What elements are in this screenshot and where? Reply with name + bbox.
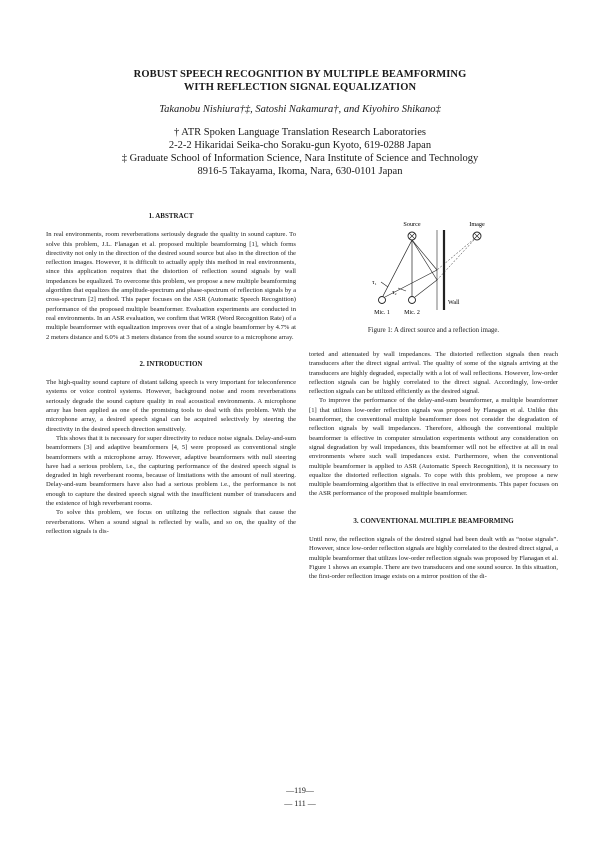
title-line-1: ROBUST SPEECH RECOGNITION BY MULTIPLE BEAMFORMING	[133, 69, 467, 80]
label-tau-2: τ₂	[392, 289, 397, 296]
page-number-secondary: — 111 —	[284, 799, 316, 808]
affiliation-line: ‡ Graduate School of Information Science, Nara Institute of Science and Technology	[121, 153, 479, 164]
abstract-paragraph: In real environments, room reverberations seriously degrade the quality in sound capture. To solve this problem, J.L. Flanagan et al. proposed multiple beamforming [1], which forms directivity not only in the direction of the desired sound source but also in the direction of the reflection images. However, it is difficult to actually apply this method in real environments, since this application requires that the distortion of reflection sound signals by wall impedances be equalized. To overcome this problem, we propose a new multiple beamforming algorithm that equalizes the amplitude-spectrum and phase-spectrum of reflection signals by a cross-spectrum [2] method. This paper focuses on the ASR (Automatic Speech Recognition) performance of the proposed multiple beamformer. Evaluation experiments are conducted in real environments. In an ASR evaluation, we confirm that WRR (Word Recognition Rate) of a multiple beamformer with equalization improves over that of a single beamformer by 4.7% at 2 meters distance and 6.0% at 3 meters distance from the sound source to a microphone array.	[46, 231, 296, 341]
label-tau-1: τ₁	[372, 279, 377, 286]
intro-paragraph: The high-quality sound capture of distant talking speech is very important for teleconference systems or voice control systems. However, background noise and room reverberations seriously degrade the sound capture quality in real acoustical environments. A microphone array has been applied as one of the promising tools to deal with this problem. With the microphone array, a desired speech signal can be acquired selectively by steering the directivity in the desired speech direction sensitively.	[46, 379, 296, 433]
page-numbers	[200, 784, 400, 810]
mic-2-marker	[409, 297, 416, 304]
figure-1-diagram	[350, 218, 520, 324]
reflection-diagram	[350, 218, 520, 324]
body-paragraph: torted and attenuated by wall impedances. The distorted reflection signals then reach transducers after the direct signal arrival. The quality of some of the signals arriving at the transducers are highly degraded, especially with a lot of wall reflections. However, low-order reflection signals can be highly correlated to the direct signal. Accordingly, low-order reflection signals can be utilized efficiently as the desired signal.	[309, 351, 558, 396]
intro-paragraph: To solve this problem, we focus on utilizing the reflection signals that cause the reverberations. When a sound signal is reflected by walls, and so on, the quality of the reflection signals is dis-	[46, 509, 296, 535]
title-line-2: WITH REFLECTION SIGNAL EQUALIZATION	[183, 82, 417, 93]
image-path-1	[437, 239, 474, 270]
reflect-path-a	[412, 240, 437, 270]
mic-1-marker	[379, 297, 386, 304]
affiliation-line: 8916-5 Takayama, Ikoma, Nara, 630-0101 Japan	[197, 166, 403, 177]
page-number-primary: —119—	[286, 786, 314, 795]
section-heading-conventional: 3. CONVENTIONAL MULTIPLE BEAMFORMING	[353, 516, 514, 525]
affiliation-line: † ATR Spoken Language Translation Research Laboratories	[174, 127, 426, 138]
affiliations	[60, 126, 540, 178]
intro-paragraph: This shows that it is necessary for super directivity to reduce noise signals. Delay-and-sum beamformers [3] and adaptive beamformers [4, 5] were proposed as conventional single beamformers with a microphone array. However, adaptive beamformers with null steering have had a serious problem, i.e., the capturing performance of the desired speech signal is degraded in high reverberant rooms, because of limitations with the amount of null steering. Delay-and-sum beamformers have also had a serious problem i.e., the performance is not enough to capture the desired speech signal with the insufficient number of transducers and the existence of high reverberant rooms.	[46, 434, 296, 508]
reflect-path-d	[415, 280, 437, 297]
paper-title	[60, 68, 540, 94]
label-image: Image	[469, 221, 485, 228]
affiliation-line: 2-2-2 Hikaridai Seika-cho Soraku-gun Kyoto, 619-0288 Japan	[168, 140, 432, 151]
direct-path-1	[383, 240, 412, 296]
label-mic-2: Mic. 2	[404, 310, 420, 316]
left-column	[46, 212, 296, 536]
right-column	[309, 350, 558, 582]
body-paragraph: Until now, the reflection signals of the desired signal had been dealt with as “noise signals”. However, since low-order reflection signals are highly correlated to the desired direct signal, a multiple beamformer that utilizes low-order reflection signals was proposed by Flanagan et al. Figure 1 shows an example. There are two transducers and one sound source. In this situation, the first-order reflection image exists on a mirror position of the di-	[309, 536, 558, 581]
image-path-2	[437, 240, 474, 280]
figure-1-caption: Figure 1: A direct source and a reflection image.	[367, 327, 500, 334]
label-mic-1: Mic. 1	[374, 310, 390, 316]
label-source: Source	[403, 221, 421, 228]
section-heading-abstract: 1. ABSTRACT	[148, 212, 194, 220]
reflect-path-c	[412, 240, 437, 280]
label-wall: Wall	[448, 299, 460, 306]
section-heading-introduction: 2. INTRODUCTION	[139, 359, 203, 368]
body-paragraph: To improve the performance of the delay-and-sum beamformer, a multiple beamformer [1] that utilizes low-order reflection signals was proposed by Flanagan et al. Unlike this beamformer, the conventional multiple beamformer does not consider the degradation of reflection signals by wall impedances. Therefore, although the conventional multiple beamformer is effective in computer simulation experiments without any consideration on signal degradation by wall impedances, this beamformer will not be effective at all in real environments where such wall impedances exist. Furthermore, when the conventional multiple beamformer is applied to ASR (Automatic Speech Recognition), it is necessary to equalize the distorted reflection signals. To cope with this problem, we propose a new multiple beamforming algorithm that is effective in real environments. This paper focuses on the ASR performance of the proposed multiple beamformer.	[309, 397, 558, 498]
author-list: Takanobu Nishiura†‡, Satoshi Nakamura†, and Kiyohiro Shikano‡	[159, 104, 441, 115]
